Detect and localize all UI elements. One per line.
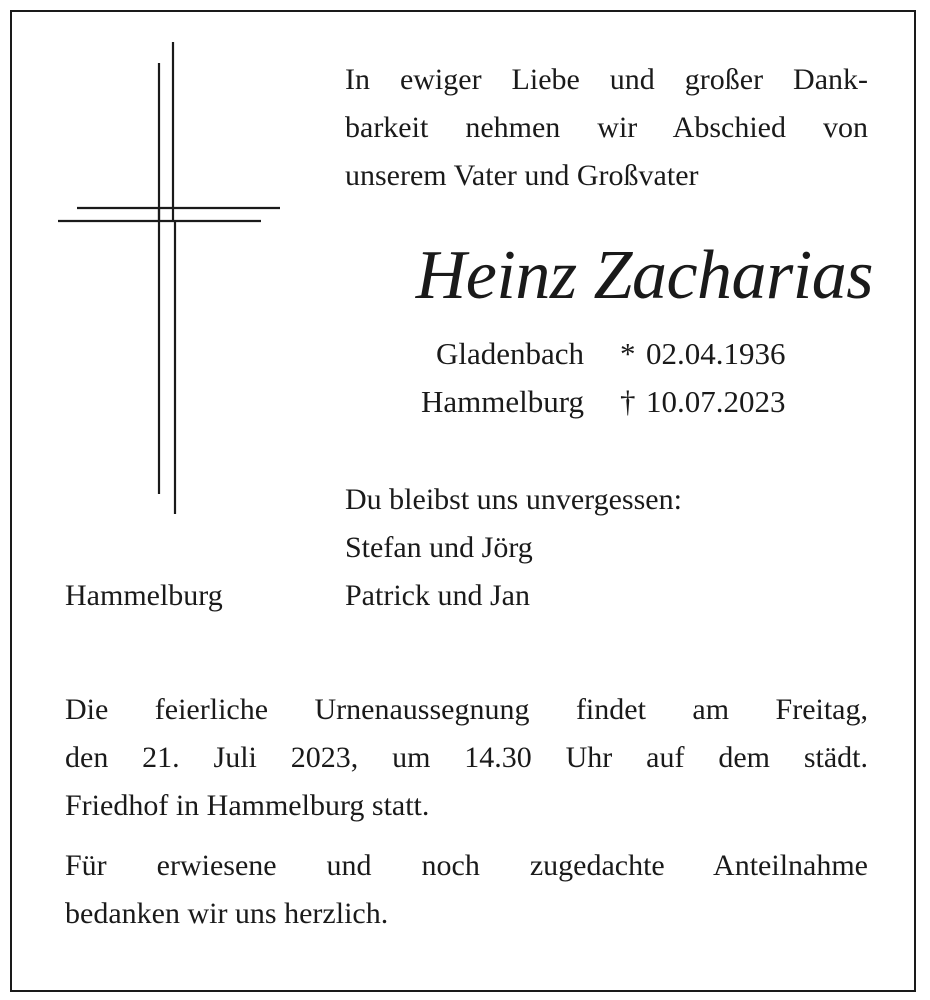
deceased-name: Heinz Zacharias	[415, 237, 873, 314]
family-location: Hammelburg	[65, 579, 223, 612]
birth-place: Gladenbach	[435, 336, 584, 371]
life-dates	[392, 330, 786, 426]
death-date: 10.07.2023	[646, 384, 786, 419]
death-row	[392, 378, 786, 426]
intro-line: unserem Vater und Großvater	[345, 159, 699, 192]
service-line: den 21. Juli 2023, um 14.30 Uhr auf dem städt.	[65, 741, 868, 774]
death-place: Hammelburg	[420, 384, 584, 419]
thanks-line: bedanken wir uns herzlich.	[65, 897, 389, 930]
intro-line: barkeit nehmen wir Abschied von	[345, 111, 868, 144]
service-line: Die feierliche Urnenaussegnung findet am Freitag,	[65, 693, 868, 726]
intro-line: In ewiger Liebe und großer Dank-	[345, 63, 868, 96]
thanks-paragraph	[65, 842, 868, 938]
service-paragraph	[65, 686, 868, 830]
family-line: Stefan und Jörg	[345, 531, 533, 564]
obituary-notice	[10, 10, 916, 992]
family-line: Du bleibst uns unvergessen:	[345, 483, 682, 516]
service-line: Friedhof in Hammelburg statt.	[65, 789, 430, 822]
birth-row	[392, 330, 786, 378]
thanks-line: Für erwiesene und noch zugedachte Anteilnahme	[65, 849, 868, 882]
cross-icon	[58, 42, 280, 514]
family-signatures	[345, 476, 682, 620]
birth-date: 02.04.1936	[646, 336, 786, 371]
birth-symbol: *	[620, 336, 636, 371]
death-symbol: †	[620, 384, 636, 419]
intro-text	[345, 56, 868, 200]
family-line: Patrick und Jan	[345, 579, 530, 612]
